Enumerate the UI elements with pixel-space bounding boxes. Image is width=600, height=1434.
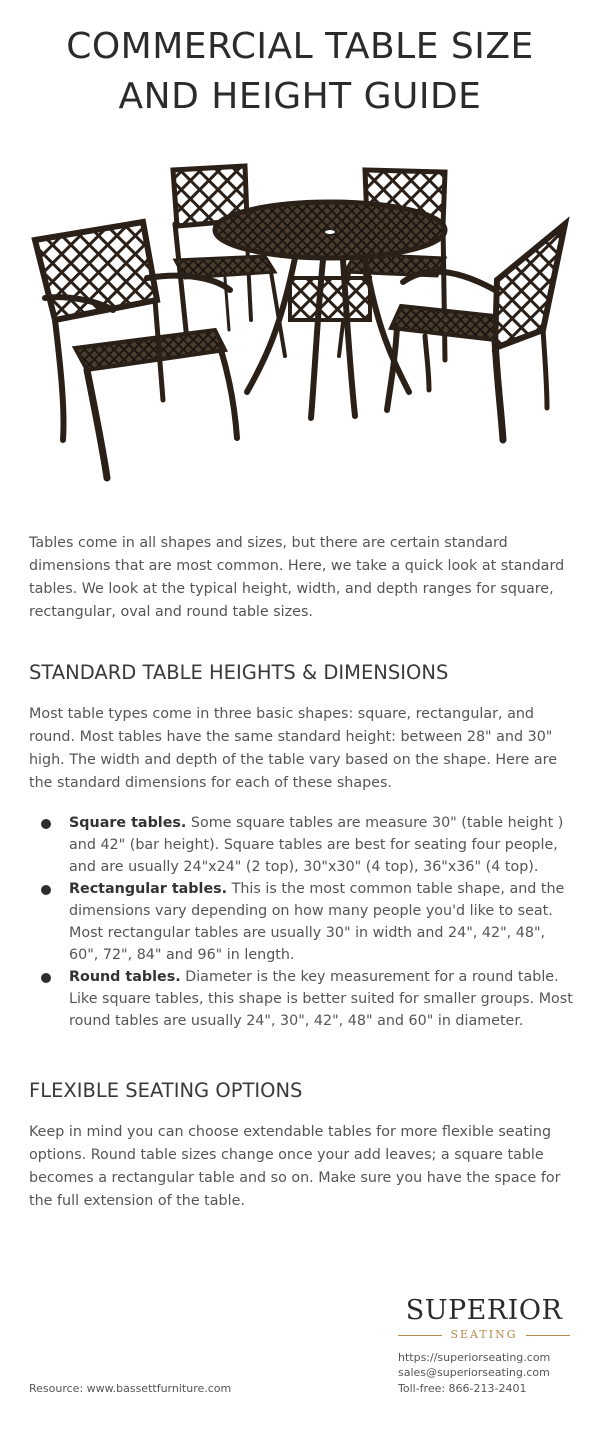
section-heading-flexible-seating: FLEXIBLE SEATING OPTIONS [29, 1079, 303, 1102]
bullet-dot-icon [41, 819, 51, 829]
page-title [0, 22, 600, 122]
list-item-rectangular-tables [29, 878, 574, 966]
list-item-square-tables [29, 812, 574, 878]
bullet-label: Rectangular tables. [69, 881, 228, 897]
bullet-text: Diameter is the key measurement for a round table. Like square tables, this shape is better suited for smaller groups. Most round tables are usually 24", 30", 42", 48" and 60" in diameter. [69, 969, 573, 1029]
logo-wordmark: SUPERIOR [405, 1295, 563, 1326]
superior-seating-logo [398, 1296, 570, 1346]
bullet-label: Round tables. [69, 969, 181, 985]
bullet-dot-icon [41, 885, 51, 895]
logo-tagline: SEATING [450, 1328, 518, 1341]
website-link[interactable]: https://superiorseating.com [398, 1351, 551, 1364]
title-line-2: AND HEIGHT GUIDE [118, 76, 482, 117]
intro-paragraph: Tables come in all shapes and sizes, but there are certain standard dimensions that are most common. Here, we take a quick look at standard tables. We look at the typical height, width, and depth ranges for square, rectangular, oval and round table sizes. [29, 535, 565, 620]
back-left-chair [173, 166, 285, 356]
resource-credit: Resource: www.bassettfurniture.com [29, 1382, 232, 1395]
list-item-round-tables [29, 966, 574, 1032]
patio-table-set-image [25, 160, 575, 490]
bullet-text: This is the most common table shape, and the dimensions vary depending on how many people you'd like to seat. Most rectangular tables are usually 30" in width and 24", 42", 48", 60", 72", 84" and 96" in length. [69, 881, 565, 963]
bullet-label: Square tables. [69, 815, 187, 831]
flexible-seating-paragraph: Keep in mind you can choose extendable tables for more flexible seating options. Round table sizes change once your add leaves; a square table becomes a rectangular table and so on. Make sure you have the space for the full extension of the table. [29, 1124, 561, 1209]
table-shapes-list [29, 812, 574, 1032]
email-link[interactable]: sales@superiorseating.com [398, 1366, 550, 1379]
bullet-text: Some square tables are measure 30" (table height ) and 42" (bar height). Square tables are best for seating four people, and are usually 24"x24" (2 top), 30"x30" (4 top), 36"x36" (4 top). [69, 815, 564, 875]
title-line-1: COMMERCIAL TABLE SIZE [66, 26, 534, 67]
bullet-dot-icon [41, 973, 51, 983]
phone-number: Toll-free: 866-213-2401 [398, 1382, 527, 1395]
section-heading-standard-dimensions: STANDARD TABLE HEIGHTS & DIMENSIONS [29, 661, 449, 684]
standard-dimensions-paragraph: Most table types come in three basic shapes: square, rectangular, and round. Most tables have the same standard height: between 28" and 30" high. The width and depth of the table vary based on the shape. Here are the standard dimensions for each of these shapes. [29, 706, 558, 791]
